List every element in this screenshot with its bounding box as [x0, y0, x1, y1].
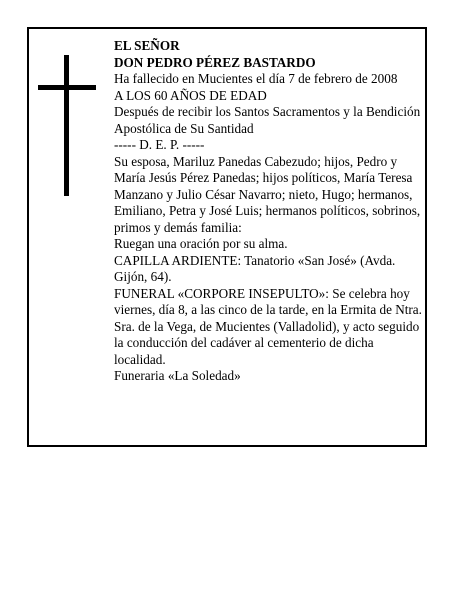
funeral-home: Funeraria «La Soledad» [114, 368, 241, 383]
rip-notice: ----- D. E. P. ----- [114, 137, 205, 152]
chapel-notice: CAPILLA ARDIENTE: Tanatorio «San José» (Avda. Gijón, 64). [114, 252, 396, 284]
death-notice: Ha fallecido en Mucientes el día 7 de febrero de 2008 [114, 71, 398, 86]
heading-title: EL SEÑOR [114, 38, 180, 53]
deceased-name: DON PEDRO PÉREZ BASTARDO [114, 54, 316, 70]
age-notice: A LOS 60 AÑOS DE EDAD [114, 87, 267, 103]
obituary-text [114, 38, 426, 385]
funeral-notice: FUNERAL «CORPORE INSEPULTO»: Se celebra hoy viernes, día 8, a las cinco de la tarde, en la Ermita de Ntra. Sra. de la Vega, de Mucientes (Valladolid), y acto seguido la conducción del cadáver al cementerio de dicha localidad. [114, 285, 422, 367]
prayer-notice: Ruegan una oración por su alma. [114, 236, 288, 251]
family-notice: Su esposa, Mariluz Panedas Cabezudo; hijos, Pedro y María Jesús Pérez Panedas; hijos políticos, María Teresa Manzano y Julio César Navarro; nieto, Hugo; hermanos, Emiliano, Petra y José Luis; hermanos políticos, sobrinos, primos y demás familia: [114, 153, 421, 235]
cross-icon [64, 55, 69, 196]
sacraments-notice: Después de recibir los Santos Sacramentos y la Bendición Apostólica de Su Santidad [114, 104, 421, 136]
cross-icon-crossbar [38, 85, 96, 90]
